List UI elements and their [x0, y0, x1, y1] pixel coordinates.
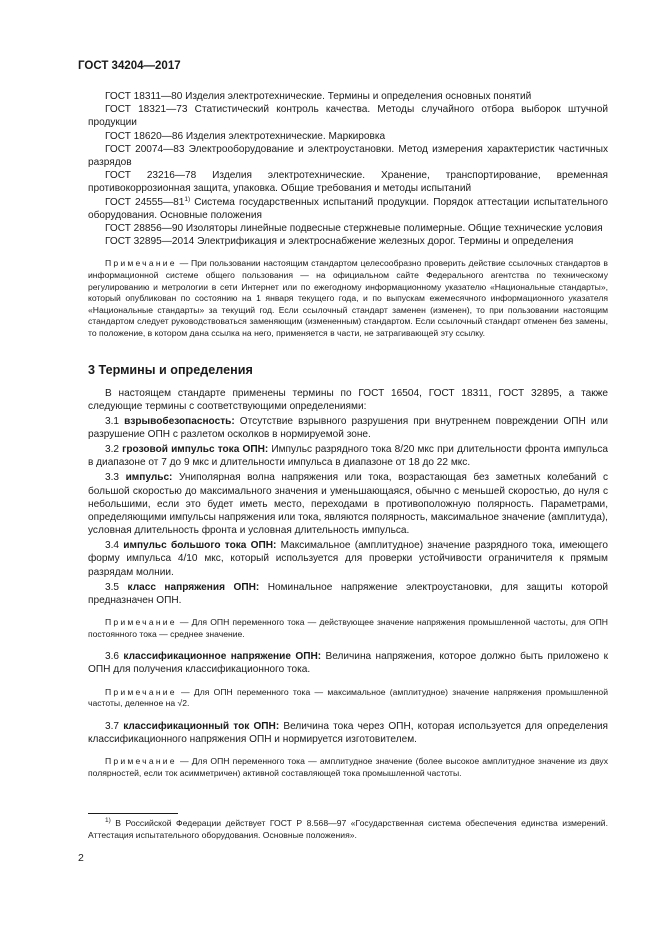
term-text: Отсутствие взрывного разрушения при внутреннем повреждении ОПН или разрушение ОПН с разлетом осколков в нормируемой зоне.	[88, 416, 608, 441]
page-content	[88, 90, 608, 789]
note-text: — Для ОПН переменного тока — действующее значение напряжения промышленной частоты, для ОПН постоянного тока — среднее значение.	[88, 617, 608, 639]
note-text: — Для ОПН переменного тока — максимальное (амплитудное) значение напряжения промышленной частоты, деленное на √2.	[88, 686, 608, 709]
reference-title: Система государственных испытаний продукции. Порядок аттестации испытательного оборудования. Основные положения	[88, 196, 608, 221]
note-label: Примечание	[105, 686, 177, 697]
normative-references-list	[88, 90, 608, 248]
reference-item: ГОСТ 18311—80 Изделия электротехнические. Термины и определения основных понятий	[105, 91, 532, 102]
term-definition	[88, 415, 608, 441]
term-number: 3.4	[105, 540, 124, 552]
reference-item: ГОСТ 28856—90 Изоляторы линейные подвесные стержневые полимерные. Общие технические условия	[105, 223, 603, 235]
footnote-separator	[88, 813, 178, 814]
term-note	[88, 687, 608, 710]
term-name: грозовой импульс тока ОПН:	[122, 444, 269, 456]
page-number: 2	[78, 852, 84, 864]
section-intro: В настоящем стандарте применены термины по ГОСТ 16504, ГОСТ 18311, ГОСТ 32895, а также следующие термины с соответствующими определениями:	[88, 387, 608, 412]
footnote-marker: 1)	[105, 817, 111, 824]
note-label: Примечание	[105, 756, 177, 767]
reference-item: ГОСТ 32895—2014 Электрификация и электроснабжение железных дорог. Термины и определения	[105, 236, 574, 248]
term-definition	[88, 720, 608, 746]
term-text: Униполярная волна напряжения или тока, возрастающая без заметных колебаний с большой скоростью до максимального значения и уменьшающаяся, обычно с меньшей скоростью, до нуля с небольшими, если это будет иметь место, переходами в противоположную полярность. Параметрами, определяющими импульсы напряжения или тока, являются полярность, максимальное значение (амплитуда), условная длительность фронта и условная длительность импульса.	[88, 472, 608, 537]
term-name: взрывобезопасность:	[124, 416, 235, 427]
term-number: 3.6	[105, 651, 124, 663]
term-text: Максимальное (амплитудное) значение разрядного тока, имеющего форму импульса 4/10 мкс, который используется для проверки устойчивости ограничителя к прямым разрядам молнии.	[88, 540, 608, 578]
note-label: Примечание	[105, 258, 177, 269]
term-definition	[88, 471, 608, 537]
term-number: 3.5	[105, 581, 128, 593]
reference-item: ГОСТ 18321—73 Статистический контроль качества. Методы случайного отбора выборок штучной продукции	[88, 104, 608, 129]
term-text: Величина тока через ОПН, которая используется для определения классификационного напряжения ОПН и нормируется изготовителем.	[88, 720, 608, 746]
reference-item	[88, 196, 608, 222]
term-name: импульс:	[125, 472, 173, 484]
term-name: классификационный ток ОПН:	[123, 720, 280, 732]
term-number: 3.3	[105, 472, 126, 484]
note-text: — Для ОПН переменного тока — амплитудное значение (более высокое амплитудное значение из двух полярностей, если ток асимметричен) активной составляющей тока промышленной частоты.	[88, 756, 608, 778]
term-definition	[88, 650, 608, 676]
note-text: — При пользовании настоящим стандартом целесообразно проверить действие ссылочных стандартов в информационной системе общего пользования — на официальном сайте Федерального агентства по техническому регулированию и метрологии в сети Интернет или по ежегодному информационному указателю «Национальные стандарты», который опубликован по состоянию на 1 января текущего года, и по выпускам ежемесячного информационного указателя «Национальные стандарты» за текущий год. Если ссылочный стандарт заменен (изменен), то при пользовании настоящим стандартом следует руководствоваться заменяющим (измененным) стандартом. Если ссылочный стандарт отменен без замены, то положение, в котором дана ссылка на него, применяется в части, не затрагивающей эту ссылку.	[88, 258, 608, 338]
reference-item: ГОСТ 20074—83 Электрооборудование и электроустановки. Метод измерения характеристик частичных разрядов	[88, 143, 608, 169]
footnote-text: В Российской Федерации действует ГОСТ Р 8.568—97 «Государственная система обеспечения единства измерений. Аттестация испытательного оборудования. Основные положения».	[88, 818, 608, 840]
references-note	[88, 258, 608, 339]
standard-code-header: ГОСТ 34204—2017	[78, 60, 181, 72]
term-number: 3.7	[105, 720, 124, 732]
reference-item: ГОСТ 23216—78 Изделия электротехнические. Хранение, транспортирование, временная противокоррозионная защита, упаковка. Общие требования и методы испытаний	[88, 170, 608, 195]
term-number: 3.1	[105, 416, 125, 427]
term-name: классификационное напряжение ОПН:	[123, 651, 322, 663]
term-definition	[88, 539, 608, 579]
term-number: 3.2	[105, 444, 123, 456]
footnote	[88, 818, 608, 841]
term-definition	[88, 443, 608, 469]
term-note	[88, 617, 608, 640]
reference-item: ГОСТ 18620—86 Изделия электротехнические. Маркировка	[105, 130, 386, 142]
note-label: Примечание	[105, 617, 177, 628]
reference-code: ГОСТ 24555—81	[105, 196, 185, 208]
term-text: Величина напряжения, которое должно быть приложено к ОПН для получения классификационного тока.	[88, 651, 608, 676]
term-definition	[88, 581, 608, 607]
footnote-marker: 1)	[184, 195, 191, 203]
term-note	[88, 756, 608, 779]
term-text: Номинальное напряжение электроустановки, для защиты которой предназначен ОПН.	[88, 581, 608, 606]
term-text: Импульс разрядного тока 8/20 мкс при длительности фронта импульса в диапазоне от 7 до 9 мкс и длительности импульса в диапазоне от 18 до 22 мкс.	[88, 444, 608, 469]
section-heading: 3 Термины и определения	[88, 362, 253, 377]
term-name: импульс большого тока ОПН:	[123, 540, 277, 552]
term-name: класс напряжения ОПН:	[127, 581, 260, 593]
